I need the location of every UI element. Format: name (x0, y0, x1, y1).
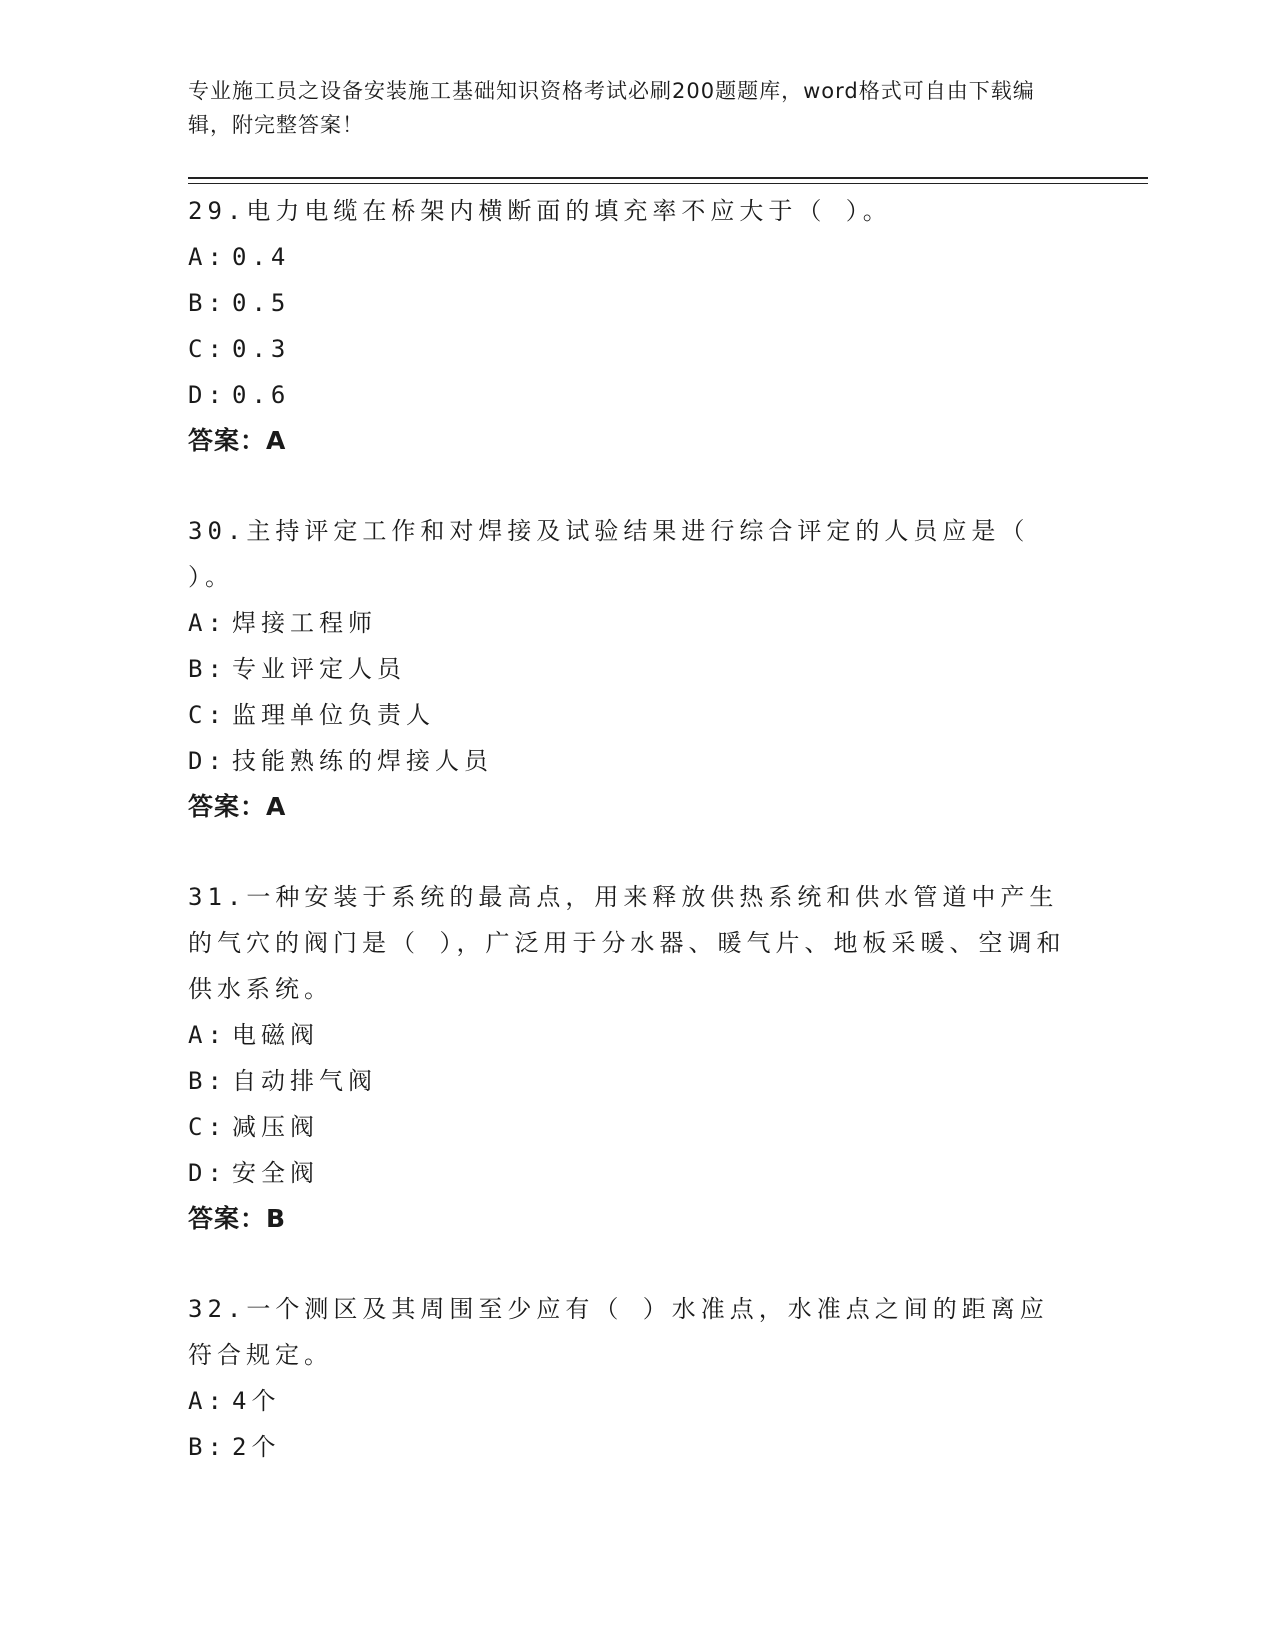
option-letter: B: (188, 1433, 227, 1461)
option-b (188, 646, 1148, 692)
option-b (188, 280, 1148, 326)
document-header: 专业施工员之设备安装施工基础知识资格考试必刷200题题库，word格式可自由下载编辑，附完整答案！ (188, 79, 1035, 137)
option-letter: A: (188, 609, 227, 637)
option-a (188, 1378, 1148, 1424)
option-text: 自动排气阀 (232, 1067, 377, 1095)
question-text: 32.一个测区及其周围至少应有（ ）水准点，水准点之间的距离应符合规定。 (188, 1295, 1049, 1369)
answer-line (188, 784, 1148, 830)
question-text: 30.主持评定工作和对焊接及试验结果进行综合评定的人员应是（ ）。 (188, 517, 1030, 591)
option-text: 技能熟练的焊接人员 (232, 747, 493, 775)
answer-prefix: 答案： (188, 1204, 267, 1233)
option-c (188, 326, 1148, 372)
option-text: 焊接工程师 (232, 609, 377, 637)
option-text: 监理单位负责人 (232, 701, 435, 729)
option-letter: B: (188, 1067, 227, 1095)
option-letter: A: (188, 243, 227, 271)
header-rule-thin (188, 183, 1148, 184)
option-letter: B: (188, 655, 227, 683)
option-text: 0.4 (232, 243, 291, 271)
option-text: 0.6 (232, 381, 291, 409)
option-b (188, 1058, 1148, 1104)
option-letter: A: (188, 1387, 227, 1415)
option-letter: D: (188, 747, 227, 775)
option-text: 安全阀 (232, 1159, 319, 1187)
option-text: 专业评定人员 (232, 655, 406, 683)
option-a (188, 234, 1148, 280)
question-30 (188, 508, 1148, 830)
option-letter: B: (188, 289, 227, 317)
option-c (188, 1104, 1148, 1150)
option-text: 0.5 (232, 289, 291, 317)
answer-value: A (266, 792, 287, 821)
option-letter: C: (188, 1113, 227, 1141)
answer-prefix: 答案： (188, 792, 267, 821)
option-letter: D: (188, 381, 227, 409)
option-a (188, 600, 1148, 646)
question-31 (188, 874, 1148, 1242)
question-32 (188, 1286, 1148, 1470)
answer-line (188, 418, 1148, 464)
option-c (188, 692, 1148, 738)
question-text: 29.电力电缆在桥架内横断面的填充率不应大于（ ）。 (188, 197, 892, 225)
option-text: 减压阀 (232, 1113, 319, 1141)
answer-value: A (266, 426, 287, 455)
answer-value: B (266, 1204, 287, 1233)
option-letter: A: (188, 1021, 227, 1049)
option-text: 电磁阀 (232, 1021, 319, 1049)
option-d (188, 738, 1148, 784)
option-d (188, 1150, 1148, 1196)
question-text: 31.一种安装于系统的最高点，用来释放供热系统和供水管道中产生的气穴的阀门是（ ），广泛用于分水器、暖气片、地板采暖、空调和供水系统。 (188, 883, 1066, 1003)
option-text: 2个 (232, 1433, 281, 1461)
option-text: 0.3 (232, 335, 291, 363)
header-rule-thick (188, 177, 1148, 179)
option-b (188, 1424, 1148, 1470)
option-letter: D: (188, 1159, 227, 1187)
option-letter: C: (188, 335, 227, 363)
question-list (188, 188, 1148, 1514)
option-d (188, 372, 1148, 418)
answer-line (188, 1196, 1148, 1242)
question-29 (188, 188, 1148, 464)
option-a (188, 1012, 1148, 1058)
answer-prefix: 答案： (188, 426, 267, 455)
option-text: 4个 (232, 1387, 281, 1415)
option-letter: C: (188, 701, 227, 729)
